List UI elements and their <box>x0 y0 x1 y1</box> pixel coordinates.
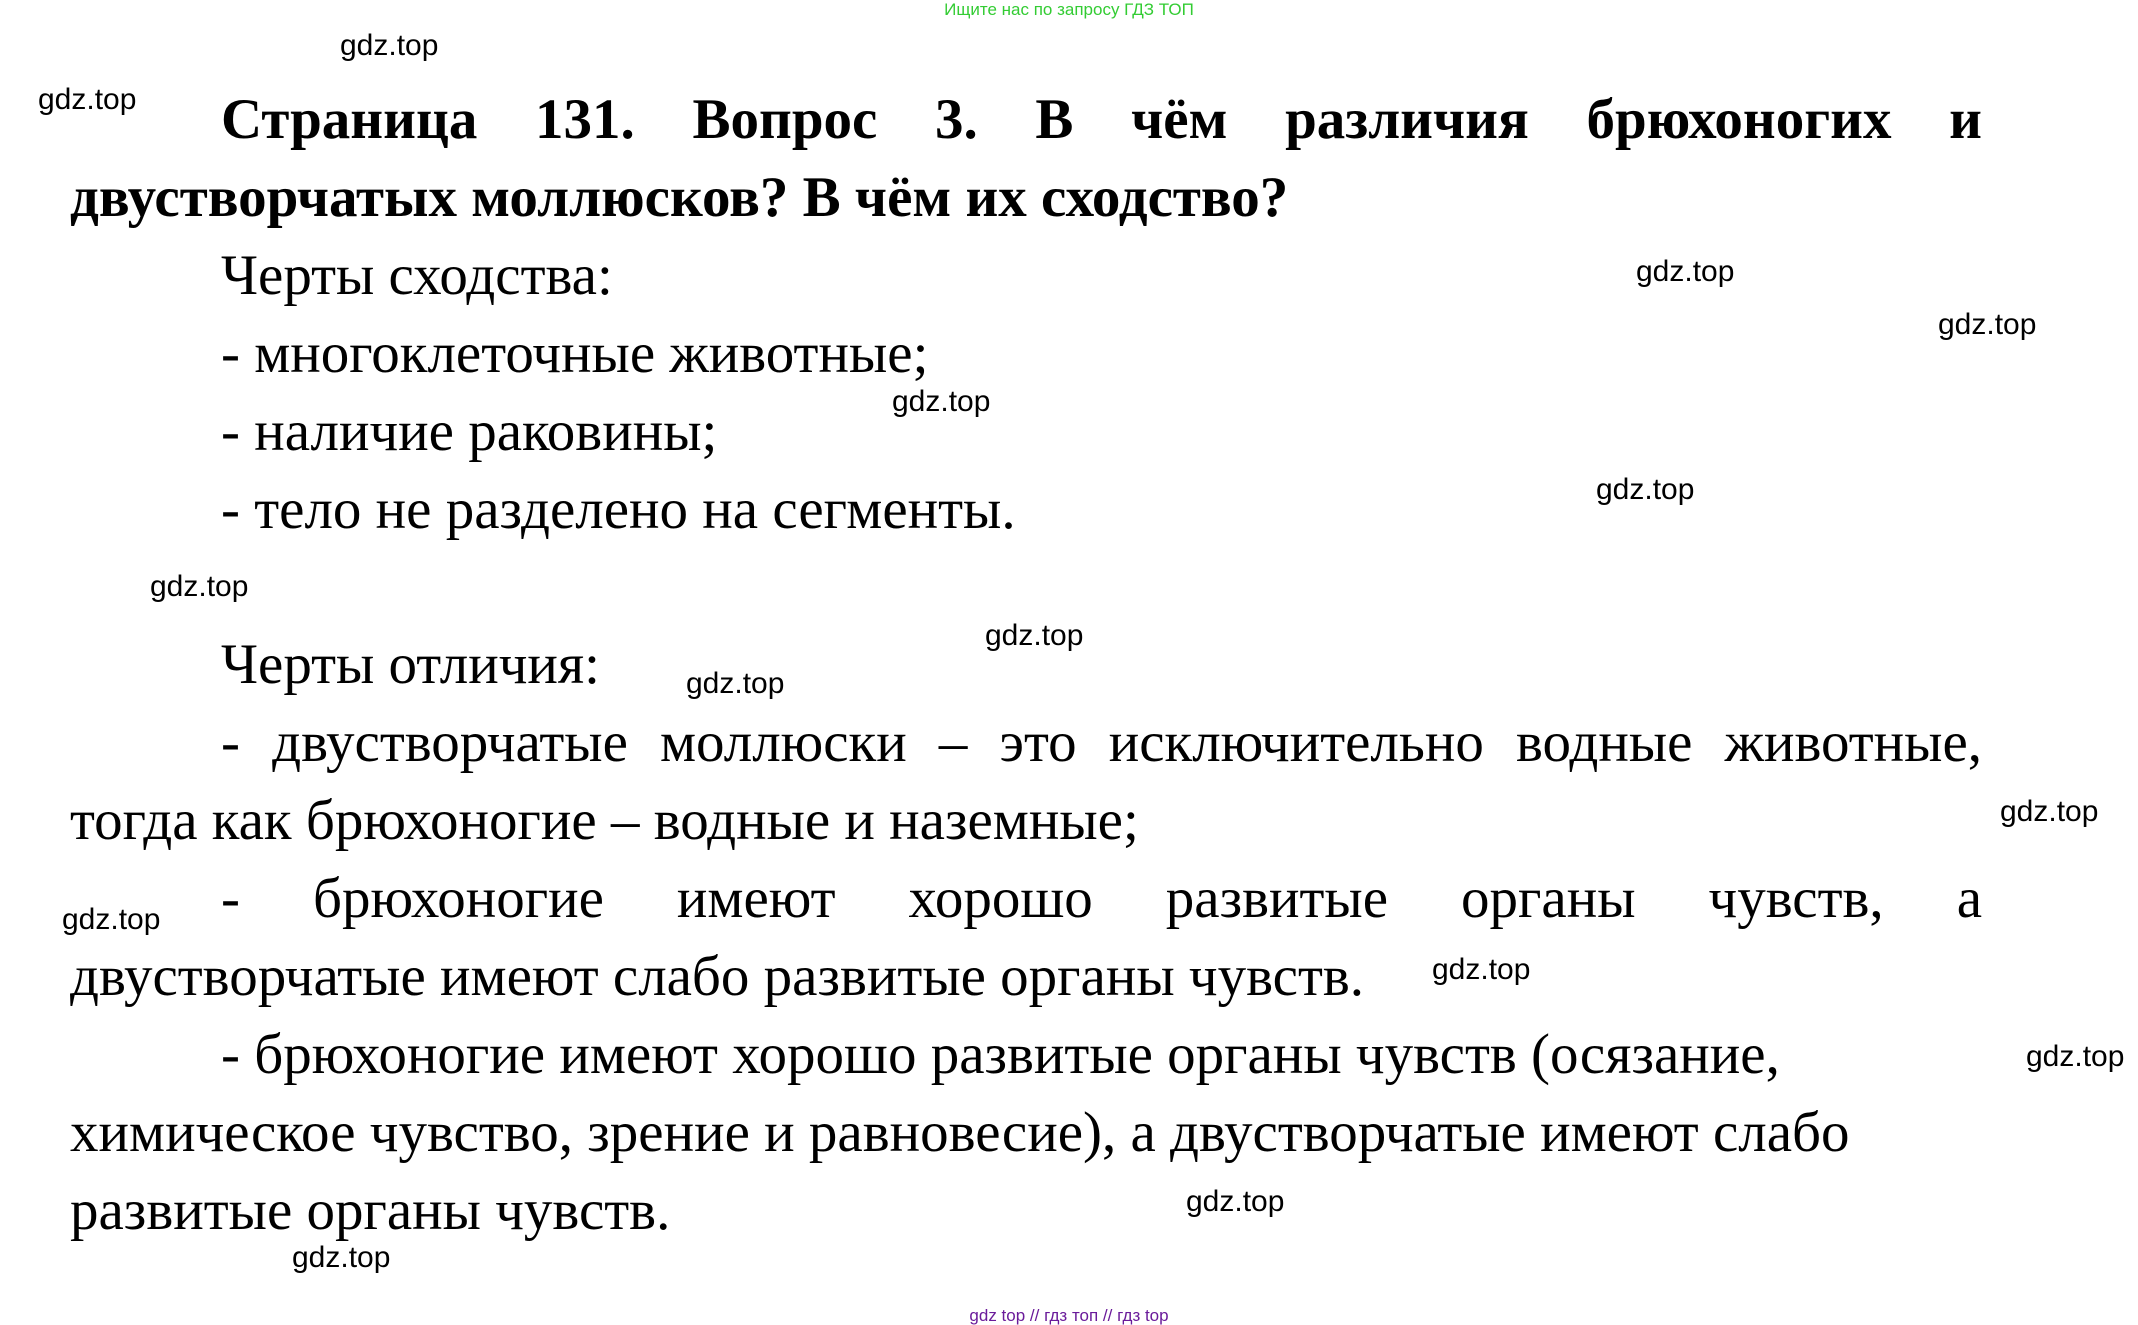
watermark: gdz.top <box>1938 308 2037 341</box>
title-line-1: Страница 131. Вопрос 3. В чём различия брюхоногих и <box>221 88 1982 151</box>
difference-item-3-line-2: химическое чувство, зрение и равновесие), а двустворчатые имеют слабо <box>70 1101 1850 1164</box>
watermark: gdz.top <box>1432 953 1531 986</box>
difference-item-2-line-1: - брюхоногие имеют хорошо развитые органы чувств, а <box>221 867 1982 930</box>
similarity-item: - тело не разделено на сегменты. <box>221 478 1016 541</box>
similarities-heading: Черты сходства: <box>221 244 613 307</box>
top-banner: Ищите нас по запросу ГДЗ ТОП <box>944 0 1194 19</box>
difference-item-3-line-1: - брюхоногие имеют хорошо развитые органы чувств (осязание, <box>221 1023 1780 1086</box>
similarity-item: - наличие раковины; <box>221 400 718 463</box>
difference-item-2-line-2: двустворчатые имеют слабо развитые органы чувств. <box>70 945 1365 1008</box>
watermark: gdz.top <box>686 667 785 700</box>
watermark: gdz.top <box>340 29 439 62</box>
title-line-2: двустворчатых моллюсков? В чём их сходство? <box>70 166 1289 229</box>
watermark: gdz.top <box>1186 1185 1285 1218</box>
difference-item-3-line-3: развитые органы чувств. <box>70 1179 671 1242</box>
watermark: gdz.top <box>150 570 249 603</box>
watermark: gdz.top <box>1596 473 1695 506</box>
watermark: gdz.top <box>2026 1040 2125 1073</box>
similarity-item: - многоклеточные животные; <box>221 322 929 385</box>
watermark: gdz.top <box>1636 255 1735 288</box>
difference-item-1-line-1: - двустворчатые моллюски – это исключительно водные животные, <box>221 711 1982 774</box>
watermark: gdz.top <box>892 385 991 418</box>
watermark: gdz.top <box>2000 795 2099 828</box>
watermark: gdz.top <box>62 903 161 936</box>
watermark: gdz.top <box>985 619 1084 652</box>
bottom-banner: gdz top // гдз топ // гдз top <box>969 1306 1169 1325</box>
difference-item-1-line-2: тогда как брюхоногие – водные и наземные; <box>70 789 1139 852</box>
watermark: gdz.top <box>38 83 137 116</box>
watermark: gdz.top <box>292 1241 391 1274</box>
differences-heading: Черты отличия: <box>221 633 600 696</box>
